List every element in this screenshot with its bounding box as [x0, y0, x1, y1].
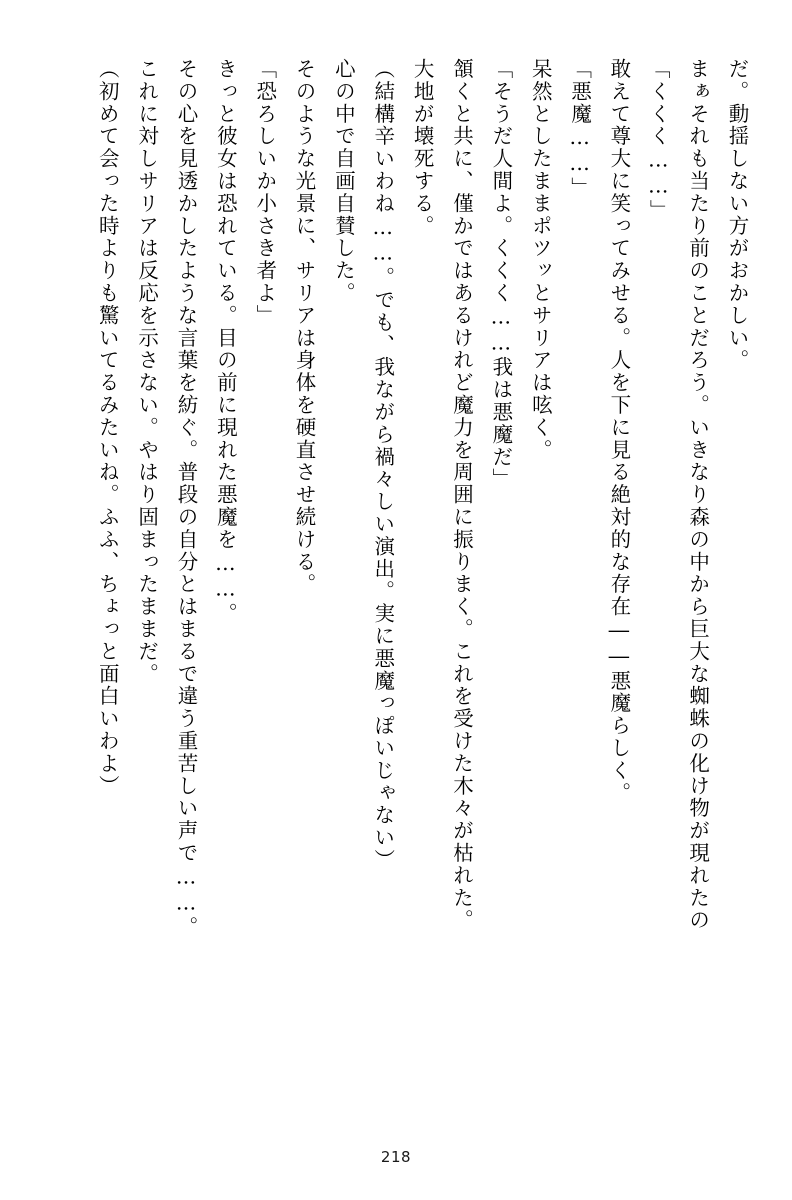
text-line: 「恐ろしいか小さき者よ」 [252, 58, 277, 327]
text-line: 敢えて尊大に笑ってみせる。人を下に見る絶対的な存在――悪魔らしく。 [606, 58, 631, 805]
text-line: まぁそれも当たり前のことだろう。いきなり森の中から巨大な蜘蛛の化け物が現れたの [685, 58, 710, 932]
text-line: 頷くと共に、僅かではあるけれど魔力を周囲に振りまく。これを受けた木々が枯れた。 [449, 58, 474, 932]
text-line: （初めて会った時よりも驚いてるみたいね。ふふ、ちょっと面白いわよ） [95, 58, 120, 798]
text-line: その心を見透かしたような言葉を紡ぐ。普段の自分とはまるで違う重苦しい声で……。 [173, 58, 198, 939]
text-line: 「そうだ人間よ。くくく……我は悪魔だ」 [488, 58, 513, 491]
text-line: 「悪魔……」 [567, 58, 592, 200]
text-line: 「くくく……」 [646, 58, 671, 222]
text-line: これに対しサリアは反応を示さない。やはり固まったままだ。 [134, 58, 159, 686]
body-text [36, 58, 756, 1118]
text-line: （結構辛いわね……。でも、我ながら禍々しい演出。実に悪魔っぽいじゃない） [370, 58, 395, 872]
text-line: きっと彼女は恐れている。目の前に現れた悪魔を……。 [213, 58, 238, 625]
page-number: 218 [380, 1148, 412, 1166]
text-line: そのような光景に、サリアは身体を硬直させ続ける。 [292, 58, 317, 596]
text-line: 大地が壊死する。 [410, 58, 435, 238]
text-line: 呆然としたままポツッとサリアは呟く。 [528, 58, 553, 462]
text-line: 心の中で自画自賛した。 [331, 58, 356, 305]
text-line: だ。動揺しない方がおかしい。 [725, 58, 749, 372]
